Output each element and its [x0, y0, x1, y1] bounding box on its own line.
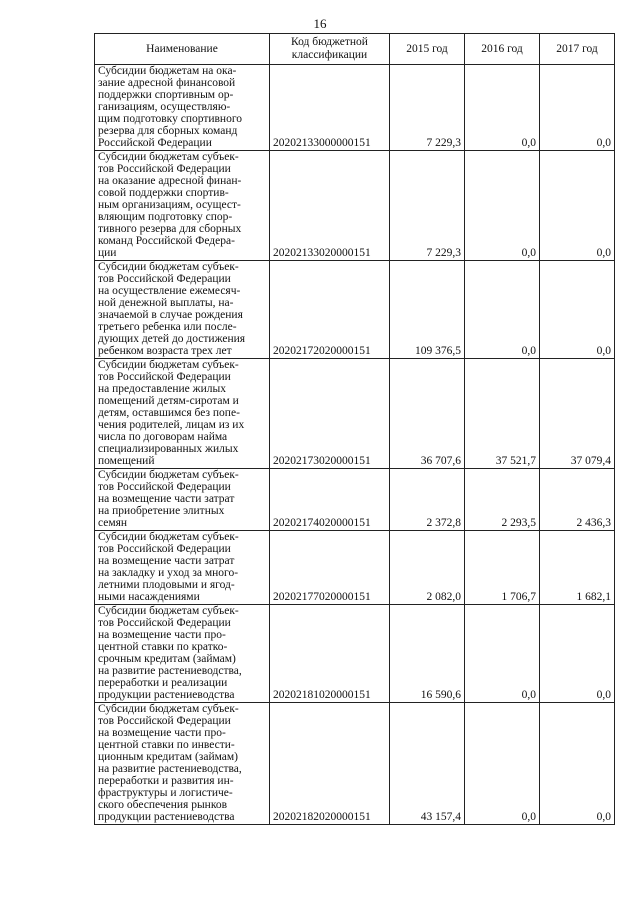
row-2016: 2 293,5	[465, 469, 540, 531]
row-2016: 0,0	[465, 703, 540, 825]
row-code: 20202172020000151	[270, 261, 390, 359]
row-2017: 0,0	[540, 151, 615, 261]
row-name: Субсидии бюджетам субъек- тов Российской Федерации на возмещение части про- центной ставки по инвести- ционным кредитам (займам) на развитие растениеводства, переработки и развития ин- фраструктуры и логистиче- ского обеспечения рынков продукции растениеводства	[95, 703, 270, 825]
row-code: 20202182020000151	[270, 703, 390, 825]
header-2015: 2015 год	[390, 34, 465, 65]
table-header-row	[95, 34, 615, 65]
row-2015: 43 157,4	[390, 703, 465, 825]
row-2017: 0,0	[540, 261, 615, 359]
row-name: Субсидии бюджетам на ока- зание адресной финансовой поддержки спортивным ор- ганизациям, осуществляю- щим подготовку спортивного резерва для сборных команд Российской Федерации	[95, 65, 270, 151]
table-row	[95, 261, 615, 359]
table-row	[95, 151, 615, 261]
row-code: 20202177020000151	[270, 531, 390, 605]
budget-table	[94, 33, 615, 825]
row-2015: 36 707,6	[390, 359, 465, 469]
row-2016: 0,0	[465, 151, 540, 261]
header-2017: 2017 год	[540, 34, 615, 65]
row-2015: 2 372,8	[390, 469, 465, 531]
row-name: Субсидии бюджетам субъек- тов Российской Федерации на возмещение части затрат на приобретение элитных семян	[95, 469, 270, 531]
table-row	[95, 605, 615, 703]
row-2015: 109 376,5	[390, 261, 465, 359]
row-code: 20202174020000151	[270, 469, 390, 531]
header-code: Код бюджетной классификации	[270, 34, 390, 65]
page-number: 16	[313, 16, 327, 31]
header-name: Наименование	[95, 34, 270, 65]
row-name: Субсидии бюджетам субъек- тов Российской Федерации на возмещение части про- центной ставки по кратко- срочным кредитам (займам) на развитие растениеводства, переработки и реализации продукции растениеводства	[95, 605, 270, 703]
row-2016: 0,0	[465, 605, 540, 703]
row-2016: 1 706,7	[465, 531, 540, 605]
row-name: Субсидии бюджетам субъек- тов Российской Федерации на осуществление ежемесяч- ной денежной выплаты, на- значаемой в случае рождения третьего ребенка или после- дующих детей до достижения ребенком возраста трех лет	[95, 261, 270, 359]
row-2015: 16 590,6	[390, 605, 465, 703]
row-2016: 37 521,7	[465, 359, 540, 469]
row-2016: 0,0	[465, 65, 540, 151]
row-2017: 0,0	[540, 605, 615, 703]
row-code: 20202133000000151	[270, 65, 390, 151]
row-2017: 0,0	[540, 65, 615, 151]
row-name: Субсидии бюджетам субъек- тов Российской Федерации на оказание адресной финан- совой поддержки спортив- ным организациям, осущест- вляющим подготовку спор- тивного резерва для сборных команд Российской Федера- ции	[95, 151, 270, 261]
row-2015: 7 229,3	[390, 65, 465, 151]
row-2017: 0,0	[540, 703, 615, 825]
row-2016: 0,0	[465, 261, 540, 359]
row-2017: 2 436,3	[540, 469, 615, 531]
row-code: 20202173020000151	[270, 359, 390, 469]
table-row	[95, 531, 615, 605]
row-name: Субсидии бюджетам субъек- тов Российской Федерации на возмещение части затрат на закладку и уход за много- летними плодовыми и ягод- ными насаждениями	[95, 531, 270, 605]
row-code: 20202133020000151	[270, 151, 390, 261]
row-2017: 1 682,1	[540, 531, 615, 605]
table-row	[95, 703, 615, 825]
table-row	[95, 469, 615, 531]
header-2016: 2016 год	[465, 34, 540, 65]
table-row	[95, 65, 615, 151]
row-2015: 7 229,3	[390, 151, 465, 261]
row-name: Субсидии бюджетам субъек- тов Российской Федерации на предоставление жилых помещений детям-сиротам и детям, оставшимся без попе- чения родителей, лицам из их числа по договорам найма специализированных жилых помещений	[95, 359, 270, 469]
row-2015: 2 082,0	[390, 531, 465, 605]
row-code: 20202181020000151	[270, 605, 390, 703]
table-row	[95, 359, 615, 469]
row-2017: 37 079,4	[540, 359, 615, 469]
